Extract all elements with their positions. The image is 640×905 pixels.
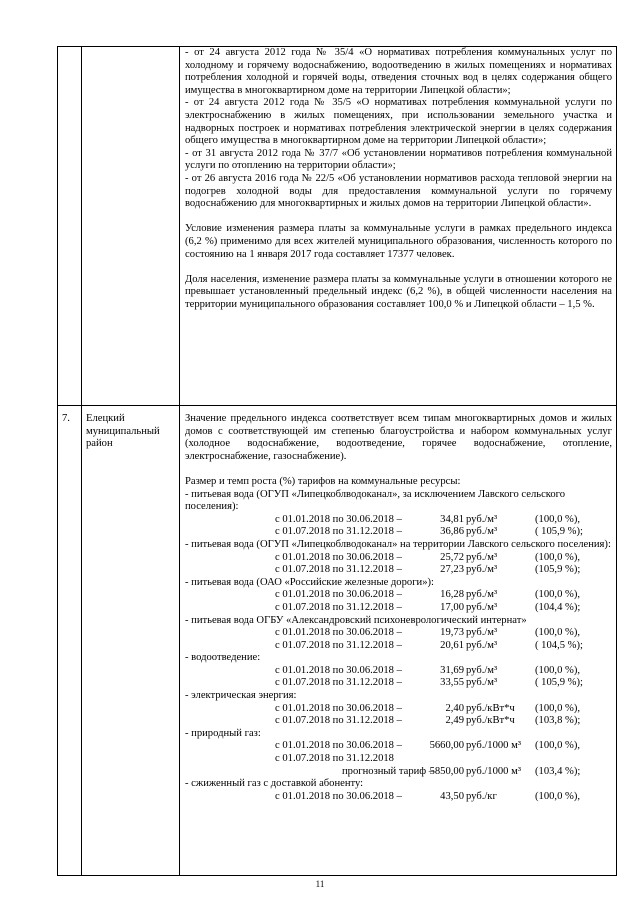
- tariff-group-heading: - питьевая вода (ОАО «Российские железные дороги»):: [185, 576, 434, 588]
- table-border-bottom: [57, 875, 617, 876]
- tariff-rate-row: [185, 703, 612, 716]
- tariff-group-heading: - электрическая энергия:: [185, 690, 297, 702]
- tariff-rate-row: [185, 766, 612, 779]
- tariff-value: 31,69: [440, 664, 464, 676]
- tariffs-heading: Размер и темп роста (%) тарифов на коммунальные ресурсы:: [185, 475, 461, 487]
- tariff-group-heading: - питьевая вода (ОГУП «Липецкоблводоканал» на территории Лавского сельского поселения):: [185, 538, 611, 550]
- municipality-name: Елецкий муниципальный район: [86, 413, 160, 450]
- tariff-period: с 01.01.2018 по 30.06.2018 –: [275, 740, 402, 752]
- tariff-value: 43,50: [440, 790, 464, 802]
- tariff-value: 19,73: [440, 627, 464, 639]
- tariff-unit: руб./м³: [466, 601, 498, 613]
- tariff-growth: (105,9 %);: [535, 564, 581, 576]
- tariff-growth: ( 105,9 %);: [535, 677, 583, 689]
- tariff-unit: руб./м³: [466, 513, 498, 525]
- row-number: 7.: [62, 413, 70, 424]
- tariff-period: с 01.07.2018 по 31.12.2018: [275, 753, 394, 765]
- tariff-growth: (100,0 %),: [535, 589, 581, 601]
- tariff-groups: [185, 489, 612, 804]
- tariff-group-heading: - водоотведение:: [185, 652, 261, 664]
- tariff-unit: руб./м³: [466, 677, 498, 689]
- tariff-group-heading: - питьевая вода ОГБУ «Александровский психоневрологический интернат»: [185, 614, 527, 626]
- tariff-value: 2,40: [445, 702, 464, 714]
- tariff-rate-row: [185, 740, 612, 753]
- tariff-value: 27,23: [440, 564, 464, 576]
- table-border-left: [57, 46, 58, 876]
- tariff-value: 36,86: [440, 526, 464, 538]
- tariff-period: с 01.07.2018 по 31.12.2018 –: [275, 715, 402, 727]
- tariff-rate-row: [185, 715, 612, 728]
- row7-content: [185, 413, 612, 803]
- tariff-rate-row: [185, 640, 612, 653]
- paragraph-norm-35-4: - от 24 августа 2012 года № 35/4 «О нормативах потребления коммунальных услуг по холодному и горячему водоснабжению, водоотведению в жилых помещениях и нормативах потребления холодной и горячей воды, отведения сточных вод в целях содержания общего имущества в многоквартирном доме на территории Липецкой области»;: [185, 47, 612, 96]
- tariff-unit: руб./кВт*ч: [466, 715, 515, 727]
- tariff-group-heading: - природный газ:: [185, 727, 261, 739]
- tariff-unit: руб./м³: [466, 639, 498, 651]
- tariff-rate-row: [185, 677, 612, 690]
- tariff-period: прогнозный тариф –: [342, 765, 435, 777]
- tariff-value: 2,49: [445, 715, 464, 727]
- tariff-period: с 01.01.2018 по 30.06.2018 –: [275, 589, 402, 601]
- tariff-value: 17,00: [440, 601, 464, 613]
- tariff-period: с 01.07.2018 по 31.12.2018 –: [275, 564, 402, 576]
- tariff-value: 5850,00: [429, 765, 464, 777]
- tariff-period: с 01.01.2018 по 30.06.2018 –: [275, 513, 402, 525]
- tariff-value: 20,61: [440, 639, 464, 651]
- tariff-value: 33,55: [440, 677, 464, 689]
- tariff-rate-row: [185, 552, 612, 565]
- page-number: 11: [315, 879, 325, 889]
- tariff-growth: (100,0 %),: [535, 664, 581, 676]
- tariff-unit: руб./кг: [466, 790, 497, 802]
- tariff-unit: руб./м³: [466, 664, 498, 676]
- tariff-period: с 01.01.2018 по 30.06.2018 –: [275, 627, 402, 639]
- tariff-period: с 01.07.2018 по 31.12.2018 –: [275, 601, 402, 613]
- tariff-unit: руб./1000 м³: [466, 740, 522, 752]
- tariff-group-heading: - сжиженный газ с доставкой абоненту:: [185, 778, 364, 790]
- tariff-growth: (100,0 %),: [535, 702, 581, 714]
- tariff-rate-row: [185, 514, 612, 527]
- paragraph-norm-35-5: - от 24 августа 2012 года № 35/5 «О нормативах потребления коммунальной услуги по электроснабжению в жилых помещениях, при использовании земельного участка и надворных построек и нормативах потребления электрической энергии в целях содержания общего имущества в многоквартирном доме на территории Липецкой области»;: [185, 97, 612, 147]
- tariff-growth: ( 104,5 %);: [535, 639, 583, 651]
- tariff-rate-row: [185, 602, 612, 615]
- tariff-value: 34,81: [440, 513, 464, 525]
- tariff-value: 25,72: [440, 551, 464, 563]
- tariff-unit: руб./1000 м³: [466, 765, 522, 777]
- tariff-rate-row: [185, 627, 612, 640]
- tariff-period: с 01.07.2018 по 31.12.2018 –: [275, 639, 402, 651]
- tariff-unit: руб./кВт*ч: [466, 702, 515, 714]
- tariff-rate-row: [185, 791, 612, 804]
- document-table: [57, 46, 617, 876]
- tariff-period: с 01.01.2018 по 30.06.2018 –: [275, 702, 402, 714]
- tariff-value: 5660,00: [429, 740, 464, 752]
- tariff-period: с 01.01.2018 по 30.06.2018 –: [275, 664, 402, 676]
- column-divider-2: [179, 46, 180, 876]
- paragraph-index-intro: Значение предельного индекса соответствует всем типам многоквартирных домов и жилых домов с соответствующей им степенью благоустройства и набором коммунальных услуг (холодное водоснабжение, водоотведение, горячее водоснабжение, отопление, электроснабжение, газоснабжение).: [185, 413, 612, 462]
- tariff-growth: (100,0 %),: [535, 790, 581, 802]
- tariff-value: 16,28: [440, 589, 464, 601]
- tariff-growth: (100,0 %),: [535, 513, 581, 525]
- tariff-growth: (104,4 %);: [535, 601, 581, 613]
- table-border-right: [616, 46, 617, 876]
- tariff-rate-row: [185, 589, 612, 602]
- tariff-rate-row: [185, 526, 612, 539]
- tariff-period: с 01.07.2018 по 31.12.2018 –: [275, 526, 402, 538]
- tariff-unit: руб./м³: [466, 551, 498, 563]
- paragraph-population-share: Доля населения, изменение размера платы за коммунальные услуги в отношении которого не превышает установленный предельный индекс (6,2 %), в общей численности населения на территории муниципального образования составляет 100,0 % и Липецкой области – 1,5 %.: [185, 273, 612, 310]
- tariff-rate-row: [185, 665, 612, 678]
- paragraph-condition: Условие изменения размера платы за коммунальные услуги в рамках предельного индекса (6,2 %) применимо для всех жителей муниципального образования, численность которого по состоянию на 1 января 2017 года составляет 17377 человек.: [185, 223, 612, 260]
- tariff-period: с 01.07.2018 по 31.12.2018 –: [275, 677, 402, 689]
- tariff-unit: руб./м³: [466, 526, 498, 538]
- tariff-growth: (100,0 %),: [535, 740, 581, 752]
- tariff-growth: (103,8 %);: [535, 715, 581, 727]
- tariff-rate-row: [185, 753, 612, 766]
- paragraph-norm-22-5: - от 26 августа 2016 года № 22/5 «Об установлении нормативов расхода тепловой энергии на подогрев холодной воды для предоставления коммунальной услуги по горячему водоснабжению для многоквартирных и жилых домов на территории Липецкой области».: [185, 172, 612, 210]
- tariff-unit: руб./м³: [466, 564, 498, 576]
- tariff-period: с 01.01.2018 по 30.06.2018 –: [275, 790, 402, 802]
- tariff-unit: руб./м³: [466, 627, 498, 639]
- tariff-growth: (103,4 %);: [535, 765, 581, 777]
- row-divider: [57, 405, 617, 406]
- row-top-content: [185, 47, 612, 311]
- tariff-growth: (100,0 %),: [535, 627, 581, 639]
- tariff-period: с 01.01.2018 по 30.06.2018 –: [275, 551, 402, 563]
- tariff-rate-row: [185, 564, 612, 577]
- tariff-growth: (100,0 %),: [535, 551, 581, 563]
- tariff-group-heading: - питьевая вода (ОГУП «Липецкоблводоканал», за исключением Лавского сельского поселения):: [185, 488, 566, 513]
- column-divider-1: [81, 46, 82, 876]
- tariff-growth: ( 105,9 %);: [535, 526, 583, 538]
- paragraph-norm-37-7: - от 31 августа 2012 года № 37/7 «Об установлении нормативов потребления коммунальной услуги по отоплению на территории области»;: [185, 147, 612, 172]
- tariff-unit: руб./м³: [466, 589, 498, 601]
